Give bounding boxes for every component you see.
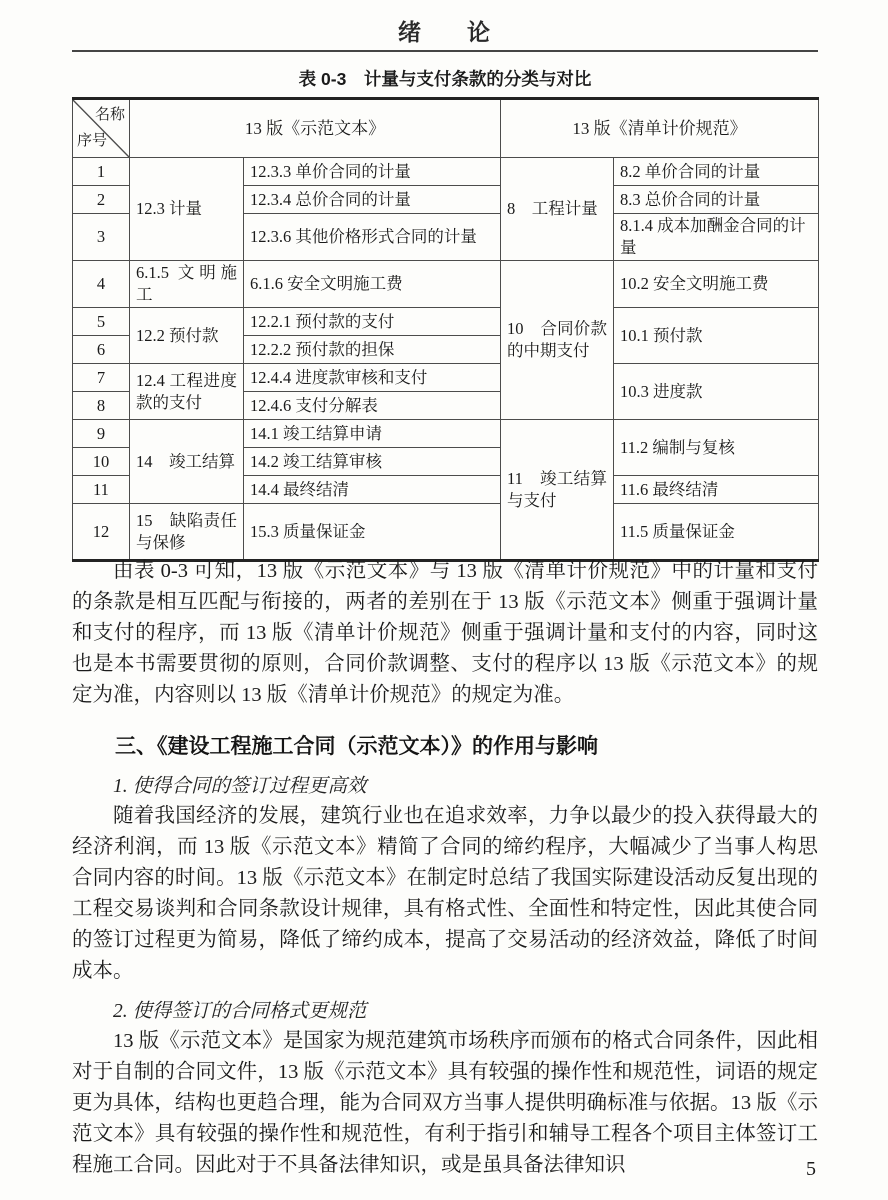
table-row	[73, 420, 819, 448]
table-caption: 表 0-3 计量与支付条款的分类与对比	[298, 69, 592, 89]
corner-cell	[73, 99, 130, 158]
category-cell: 11 竣工结算与支付	[501, 420, 614, 561]
row-number-cell: 5	[73, 308, 130, 336]
corner-label-seq: 序号	[77, 133, 108, 149]
paragraph-standardization: 13 版《示范文本》是国家为规范建筑市场秩序而颁布的格式合同条件，因此相对于自制的合同文件，13 版《示范文本》具有较强的操作性和规范性，词语的规定更为具体，结构也更趋合理，能为合同双方当事人提供明确标准与依据。13 版《示范文本》具有较强的操作性和规范性，有利于指引和辅导工程各个项目主体签订工程施工合同。因此对于不具备法律知识，或是虽具备法律知识	[72, 1030, 818, 1176]
row-number-cell: 11	[73, 476, 130, 504]
category-cell: 12.2 预付款	[130, 308, 244, 364]
col-header-pricing-spec: 13 版《清单计价规范》	[501, 99, 819, 158]
item-cell: 8.1.4 成本加酬金合同的计量	[614, 214, 819, 261]
item-cell: 14.4 最终结清	[244, 476, 501, 504]
item-cell: 8.3 总价合同的计量	[614, 186, 819, 214]
paragraph-table-summary: 由表 0-3 可知，13 版《示范文本》与 13 版《清单计价规范》中的计量和支付的条款是相互匹配与衔接的，两者的差别在于 13 版《示范文本》侧重于强调计量和支付的程序，而 13 版《清单计价规范》侧重于强调计量和支付的内容，同时这也是本书需要贯彻的原则，合同价款调整、支付的程序以 13 版《示范文本》的规定为准，内容则以 13 版《清单计价规范》的规定为准。	[72, 560, 818, 706]
item-cell: 15.3 质量保证金	[244, 504, 501, 561]
table-row	[73, 504, 819, 561]
category-cell: 12.3 计量	[130, 158, 244, 261]
table-row	[73, 308, 819, 336]
section-heading-three: 三、《建设工程施工合同（示范文本）》的作用与影响	[115, 735, 599, 758]
comparison-table	[72, 97, 819, 562]
item-cell: 14.1 竣工结算申请	[244, 420, 501, 448]
table-row	[73, 261, 819, 308]
page-number: 5	[806, 1158, 816, 1180]
corner-label-name: 名称	[94, 107, 125, 123]
category-cell: 10 合同价款的中期支付	[501, 261, 614, 420]
category-cell: 8 工程计量	[501, 158, 614, 261]
row-number-cell: 1	[73, 158, 130, 186]
item-cell: 12.3.4 总价合同的计量	[244, 186, 501, 214]
row-number-cell: 10	[73, 448, 130, 476]
category-cell: 15 缺陷责任与保修	[130, 504, 244, 561]
subsection-heading-1: 1. 使得合同的签订过程更高效	[112, 776, 367, 797]
row-number-cell: 12	[73, 504, 130, 561]
item-cell: 14.2 竣工结算审核	[244, 448, 501, 476]
col-header-model-text: 13 版《示范文本》	[130, 99, 501, 158]
header-rule	[72, 50, 818, 52]
table-row	[73, 158, 819, 186]
item-cell: 12.2.2 预付款的担保	[244, 336, 501, 364]
item-cell: 10.2 安全文明施工费	[614, 261, 819, 308]
running-head-title: 绪 论	[398, 19, 490, 45]
category-cell: 14 竣工结算	[130, 420, 244, 504]
row-number-cell: 6	[73, 336, 130, 364]
subsection-heading-2: 2. 使得签订的合同格式更规范	[112, 1001, 367, 1022]
row-number-cell: 4	[73, 261, 130, 308]
item-cell: 12.3.6 其他价格形式合同的计量	[244, 214, 501, 261]
item-cell: 6.1.6 安全文明施工费	[244, 261, 501, 308]
row-number-cell: 2	[73, 186, 130, 214]
item-cell: 11.2 编制与复核	[614, 420, 819, 476]
item-cell: 12.4.4 进度款审核和支付	[244, 364, 501, 392]
category-cell: 6.1.5 文明施工	[130, 261, 244, 308]
row-number-cell: 7	[73, 364, 130, 392]
item-cell: 11.6 最终结清	[614, 476, 819, 504]
row-number-cell: 9	[73, 420, 130, 448]
category-cell: 12.4 工程进度款的支付	[130, 364, 244, 420]
item-cell: 10.3 进度款	[614, 364, 819, 420]
item-cell: 12.3.3 单价合同的计量	[244, 158, 501, 186]
paragraph-efficiency: 随着我国经济的发展，建筑行业也在追求效率，力争以最少的投入获得最大的经济利润，而 13 版《示范文本》精简了合同的缔约程序，大幅减少了当事人构思合同内容的时间。13 版《示范文本》在制定时总结了我国实际建设活动反复出现的工程交易谈判和合同条款设计规律，具有格式性、全面性和特定性，因此其使合同的签订过程更为简易，降低了缔约成本，提高了交易活动的经济效益，降低了时间成本。	[72, 805, 818, 982]
body-text-block	[72, 556, 818, 1181]
item-cell: 11.5 质量保证金	[614, 504, 819, 561]
item-cell: 10.1 预付款	[614, 308, 819, 364]
item-cell: 12.4.6 支付分解表	[244, 392, 501, 420]
item-cell: 8.2 单价合同的计量	[614, 158, 819, 186]
row-number-cell: 3	[73, 214, 130, 261]
item-cell: 12.2.1 预付款的支付	[244, 308, 501, 336]
row-number-cell: 8	[73, 392, 130, 420]
table-row	[73, 364, 819, 392]
